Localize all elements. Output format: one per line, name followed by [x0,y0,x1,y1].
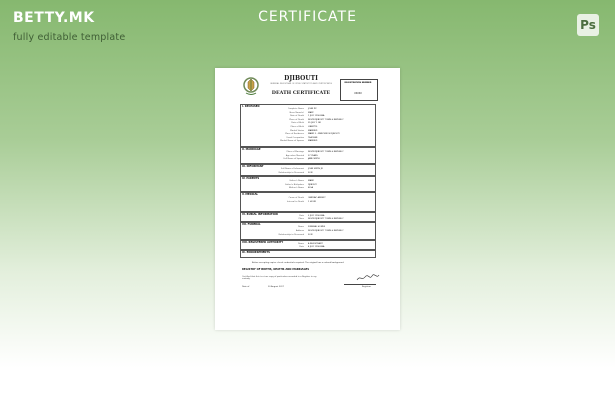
certificate-subheading: GENERAL REGISTRAR OF VITAL STATISTICS AND CERTIFICATES [269,83,333,85]
registration-value: XXXXX [354,92,362,95]
field-value: JANE SMITH [308,158,320,161]
field-value: FUNERAL HOMES [308,226,326,228]
field-value: SON [308,234,313,236]
field-row [240,140,376,144]
field-row [240,172,376,176]
field-value: 1 HOUR [308,201,316,203]
field-value: TEACHER [308,136,318,139]
field-label: Marital Name of Spouse [280,140,304,143]
field-row [240,158,376,162]
field-label: Date [299,215,304,217]
field-row [240,187,376,191]
field-label: Place of Birth [290,126,304,128]
section-title-deceased: I. DECEASED [242,105,260,108]
field-value: 3 JULY 1996 BEA [308,215,325,217]
field-value: 1 JULY 1996 BEA [308,115,325,118]
field-value: CARDIAC ARREST [308,197,326,199]
field-value: MARRIED [308,129,318,132]
field-row [240,246,376,250]
field-value: LIBERTYS [308,126,318,128]
field-label: Name [298,226,304,228]
field-label: Father's Birthplace [285,183,304,186]
brand-tagline: fully editable template [13,32,126,43]
section-title-registered: VIII. REGISTERED AUTHORITY [242,241,284,244]
field-label: Cause of Death [288,197,304,199]
section-title-informant: III. INFORMANT [242,165,264,168]
certificate-country: DJIBOUTI [284,75,318,82]
section-title-medical: V. MEDICAL [242,193,258,196]
field-value: NOVIN DJIBOUTI TOWN & REPUBLIC [308,230,344,232]
field-label: Relationship to Deceased [278,234,304,236]
field-label: Address [296,230,304,232]
signature-icon [356,274,380,282]
field-value: JOHN SMITH JR [308,168,323,170]
field-label: Date of Birth [291,122,304,125]
field-label: Usual Occupation [286,136,304,139]
field-value: WARD 2 - MERCURIOS DJIBOUTI [308,133,340,136]
section-title-endorsements: IX. ENDORSEMENTS [242,251,270,254]
field-label: Name [298,243,304,245]
registration-label: REGISTRATION NUMBER [344,82,372,84]
field-value: NOVIN DJIBOUTI TOWN & REPUBLIC [308,151,344,153]
section-title-funeral: VII. FUNERAL [242,223,261,226]
registry-heading: REGISTRY OF BIRTHS, DEATHS AND MARRIAGES [242,268,310,271]
field-label: Age when Married [285,154,304,157]
field-row [240,218,376,222]
field-label: Marital Status [290,129,304,132]
field-label: Complete Name [287,108,304,110]
section-title-parents: IV. PARENTS [242,177,260,180]
registrar-label: Registrar [362,286,372,288]
field-label: Place of Marriage [286,151,304,153]
field-label: Interval to Death [287,201,304,203]
field-value: A REGISTRANT [308,243,323,245]
issued-label: Date of [242,286,250,288]
certification-note: Certified that this is a true copy of particulars recorded in a Register in my custody. [242,276,317,280]
field-label: Relationship to Deceased [278,171,304,174]
field-value: ELSA [308,187,314,190]
brand-name: BETTY.MK [13,10,95,26]
field-value: NOVIN DJIBOUTI TOWN & REPUBLIC [308,118,344,121]
field-value: MARY [308,111,314,114]
field-row [240,234,376,238]
field-label: Father's Name [289,180,304,182]
photoshop-icon: Ps [577,14,599,36]
field-label: Full Name of Informant [281,168,304,170]
field-value: 25 JULY 1 GR [308,122,321,125]
field-label: Place [298,218,304,221]
coat-of-arms-icon [243,76,259,97]
field-value: NOVIN DJIBOUTI TOWN & REPUBLIC [308,218,344,221]
field-label: Mother's Name [288,187,304,190]
field-label: Full Name of Spouse [283,158,304,161]
field-value: JOHN XX [308,108,317,110]
page-title: CERTIFICATE [258,9,357,25]
field-value: MARRIED [308,140,318,143]
certificate-title: DEATH CERTIFICATE [271,90,331,96]
field-label: Place of Death [289,118,304,121]
field-value: DJIBOUTI [308,183,317,186]
field-value: 27 YEARS [308,154,318,157]
issued-date: 20 August 2017 [268,286,284,288]
field-value: MARK [308,180,314,182]
field-label: Date [299,246,304,249]
signature-line [344,284,376,285]
field-value: SON [308,171,313,174]
endorsement-text: Before accepting copies, check credentials required. The original has a colored background. [252,262,345,264]
section-title-marriage: II. MARRIAGE [242,148,261,151]
field-row [240,201,376,205]
field-label: Date of Death [289,115,304,118]
section-title-burial: VI. BURIAL INFORMATION [242,213,278,216]
field-value: 4 JULY 1996 BEA [308,246,325,249]
field-label: Place of Residence [285,133,304,136]
field-label: Given Name(s) [289,111,304,114]
